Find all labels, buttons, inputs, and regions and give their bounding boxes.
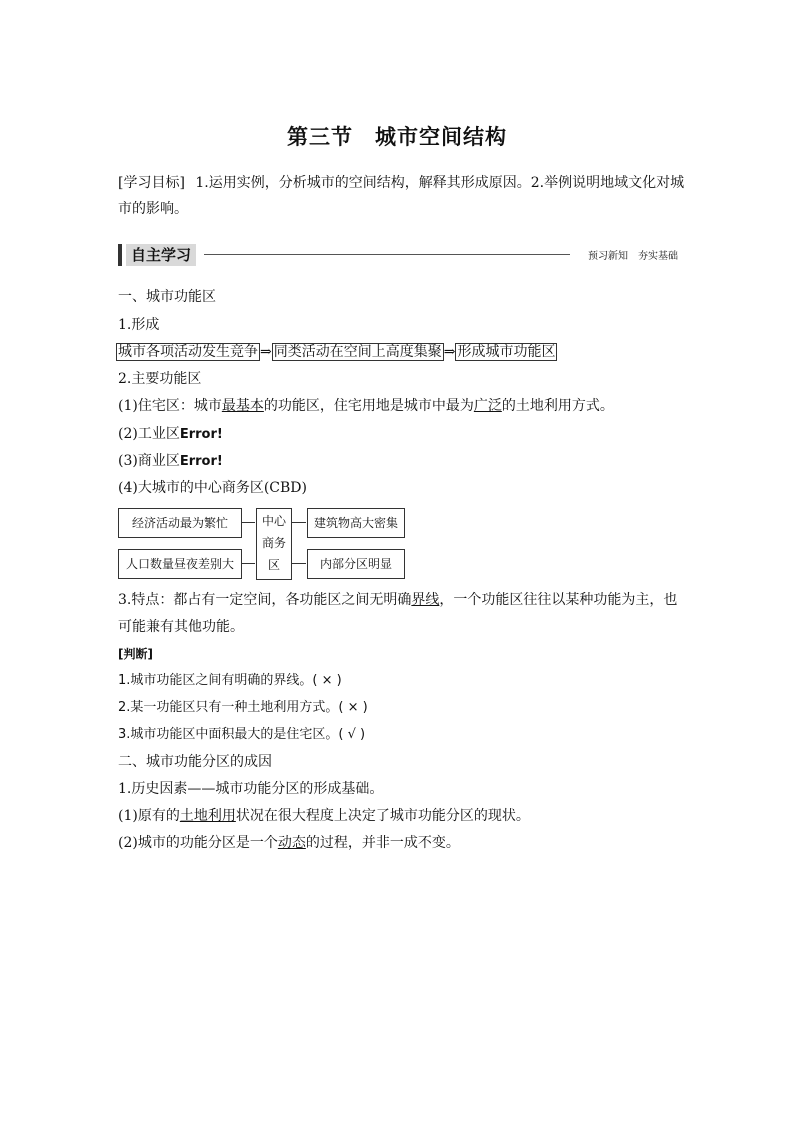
commercial-area-text [118, 451, 223, 472]
h1-text-a: (1)原有的 [118, 808, 180, 824]
judge-item-1: 1.城市功能区之间有明确的界线。( × ) [118, 673, 342, 688]
cbd-box-left-top: 经济活动最为繁忙 [118, 508, 242, 538]
res-underlined-2: 广泛 [473, 398, 502, 414]
section-divider [204, 254, 570, 255]
history-point-2 [118, 833, 460, 853]
part2-heading: 二、城市功能分区的成因 [118, 754, 272, 770]
cbd-connector [292, 563, 306, 564]
formation-flow [116, 342, 557, 362]
formation-step-3: 形成城市功能区 [457, 344, 556, 360]
res-text-b: 的功能区，住宅用地是城市中最为 [263, 398, 474, 414]
judge-item-2: 2.某一功能区只有一种土地利用方式。( × ) [118, 700, 368, 715]
section-marker [118, 244, 122, 266]
h2-underlined: 动态 [277, 835, 306, 851]
judge-label: [判断] [118, 647, 153, 661]
cbd-box-right-top: 建筑物高大密集 [307, 508, 405, 538]
page-title: 第三节 城市空间结构 [287, 125, 507, 149]
cbd-center-line-2: 商务 [261, 536, 286, 550]
section-label: 自主学习 [126, 244, 196, 266]
cbd-box-left-bottom: 人口数量昼夜差别大 [118, 549, 242, 579]
ind-text: (2)工业区 [118, 426, 180, 442]
feat-text-a: 3.特点：都占有一定空间，各功能区之间无明确 [118, 592, 412, 608]
cbd-label: (4)大城市的中心商务区(CBD) [118, 480, 307, 496]
h2-text-b: 的过程，并非一成不变。 [305, 835, 460, 851]
feat-underlined: 界线 [411, 592, 440, 608]
h2-text-a: (2)城市的功能分区是一个 [118, 835, 278, 851]
part1-heading: 一、城市功能区 [118, 289, 216, 305]
objectives-label: [学习目标] [118, 175, 185, 191]
features-line2: 可能兼有其他功能。 [118, 619, 244, 635]
cbd-center-line-3: 区 [267, 558, 280, 572]
formation-step-2: 同类活动在空间上高度集聚 [273, 344, 442, 360]
learning-objectives [118, 173, 684, 193]
cbd-center-line-1: 中心 [261, 514, 286, 528]
formation-step-1: 城市各项活动发生竞争 [118, 344, 258, 360]
cbd-center-box [256, 508, 292, 580]
residential-area-text [118, 396, 614, 416]
feat-text-b: ，一个功能区往往以某种功能为主，也 [439, 592, 678, 608]
ind-error: Error! [179, 427, 223, 442]
com-error: Error! [179, 454, 223, 469]
main-areas-label: 2.主要功能区 [118, 371, 202, 387]
h1-underlined: 土地利用 [179, 808, 236, 824]
res-text-a: (1)住宅区：城市 [118, 398, 222, 414]
cbd-connector [241, 563, 255, 564]
cbd-box-right-bottom: 内部分区明显 [307, 549, 405, 579]
formation-label: 1.形成 [118, 317, 160, 333]
objectives-line2: 市的影响。 [118, 201, 188, 217]
objectives-line1: 1.运用实例，分析城市的空间结构，解释其形成原因。2.举例说明地域文化对城 [195, 175, 685, 191]
features-text [118, 590, 677, 610]
history-point-1 [118, 806, 530, 826]
arrow-icon: ⇒ [443, 344, 456, 360]
section-tagline: 预习新知 夯实基础 [588, 251, 678, 262]
cbd-connector [241, 522, 255, 523]
res-text-c: 的土地利用方式。 [501, 398, 614, 414]
h1-text-b: 状况在很大程度上决定了城市功能分区的现状。 [235, 808, 530, 824]
com-text: (3)商业区 [118, 453, 180, 469]
res-underlined-1: 最基本 [221, 398, 264, 414]
section-header [118, 242, 678, 268]
cbd-connector [292, 522, 306, 523]
industrial-area-text [118, 424, 223, 445]
judge-item-3: 3.城市功能区中面积最大的是住宅区。( √ ) [118, 727, 366, 742]
arrow-icon: ⇒ [260, 344, 272, 360]
history-factor: 1.历史因素——城市功能分区的形成基础。 [118, 781, 384, 797]
